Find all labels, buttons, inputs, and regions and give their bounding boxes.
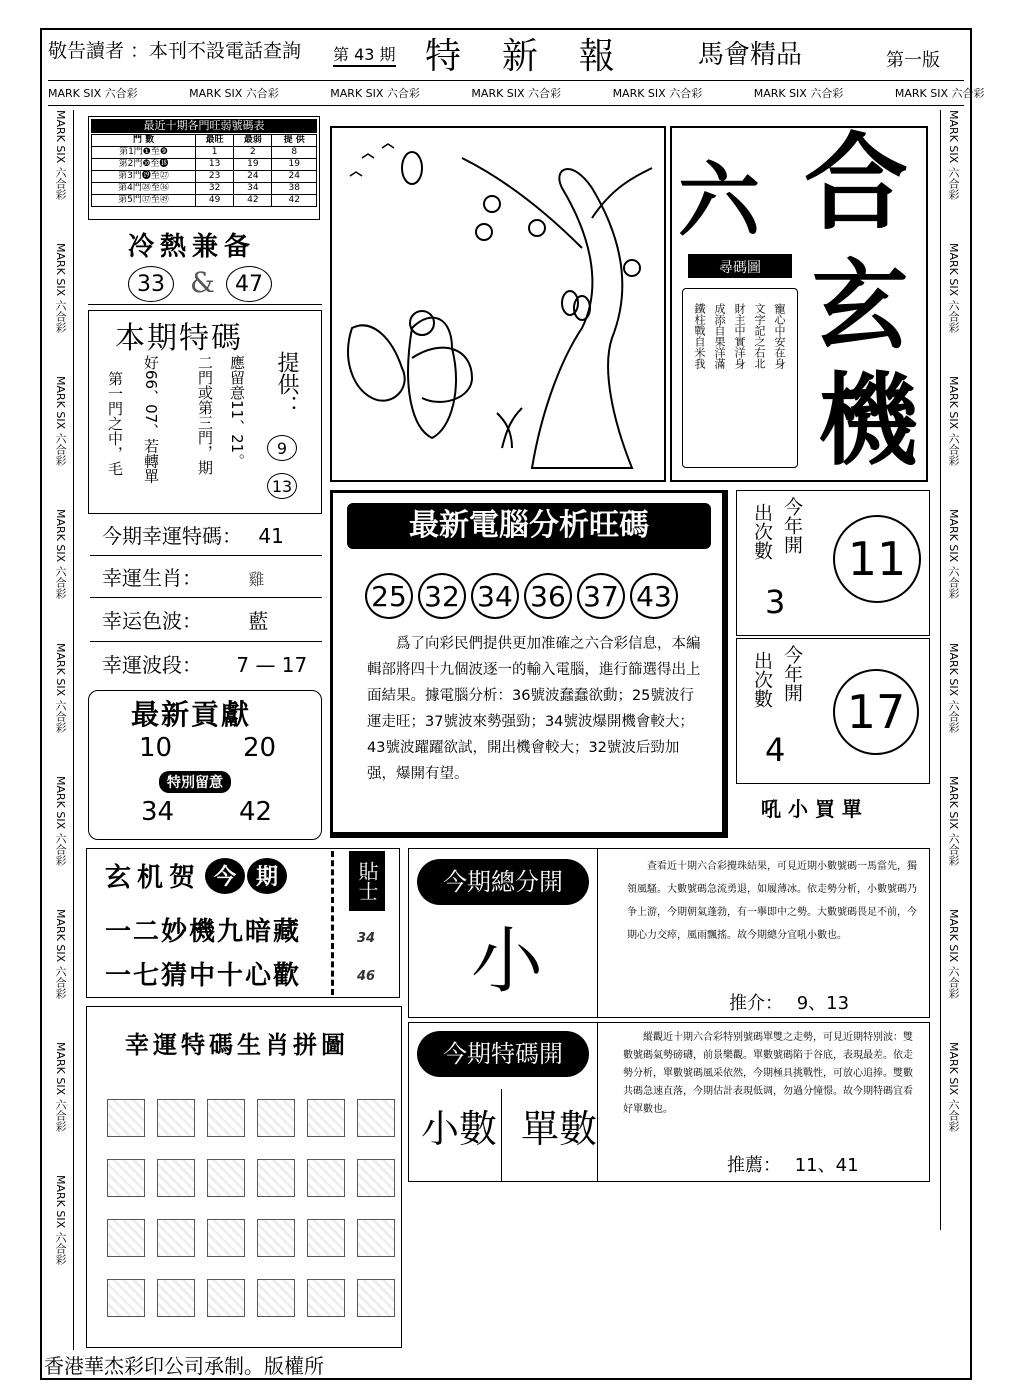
lucky-color-value: 藍 <box>248 609 269 633</box>
strip-item: MARK SIX 六合彩 <box>753 87 844 100</box>
special-open-text: 縱觀近十期六合彩特别號碼單雙之走勢，可見近期特別波：雙數號碼氣勢磅礴，前景樂觀。單數號碼陷于谷底，表現最差。依走勢分析，單數號碼風采依然，今期極具挑戰性，可放心追捧。雙數共碼急速直落，今期估計表現低调，勿過分憧憬。故今期特碼宜看好單數也。 <box>623 1032 913 1115</box>
puzzle-grid <box>101 1095 401 1325</box>
table-cell: 19 <box>234 159 272 171</box>
page-subtitle: 馬會精品 <box>698 40 803 70</box>
lucky-range-row <box>90 644 322 686</box>
total-open-recommend <box>729 989 849 1015</box>
puzzle-tile <box>257 1279 295 1317</box>
special-code-col: 好66、07、若轉單 <box>142 355 160 484</box>
lucky-range-label: 幸運波段： <box>102 653 202 677</box>
poem-line: 文字記之右北 <box>753 303 766 369</box>
strip-item: MARK SIX 六合彩 <box>471 87 562 100</box>
recommend-value: 11、41 <box>794 1155 859 1176</box>
liuhe-box <box>670 121 928 482</box>
lucky-zodiac-label: 幸運生肖： <box>102 566 202 590</box>
computer-number: 36 <box>524 573 572 619</box>
lucky-color-row <box>90 600 322 642</box>
count-label-b: 今年開 <box>781 645 803 702</box>
table-cell: 13 <box>196 159 234 171</box>
puzzle-tile <box>107 1159 145 1197</box>
table-cell: 19 <box>272 159 317 171</box>
provided-number-1: 9 <box>267 435 297 461</box>
table-cell: 8 <box>272 147 317 159</box>
table-cell: 34 <box>234 183 272 195</box>
table-cell: 24 <box>234 171 272 183</box>
poem-line: 鐵柱戰自米我 <box>693 303 706 369</box>
table-cell: 42 <box>272 195 317 207</box>
strip-item: MARK SIX 六合彩 <box>54 1041 67 1132</box>
tip-number-1: 34 <box>357 931 376 946</box>
puzzle-tile <box>357 1279 395 1317</box>
count-box-2 <box>736 638 930 784</box>
xuanji-line-2: 一七猜中十心歡 <box>105 961 302 991</box>
count-number: 17 <box>833 669 919 755</box>
strip-item: MARK SIX 六合彩 <box>48 87 138 100</box>
big-char-he: 合 <box>804 121 909 244</box>
count-times: 4 <box>765 731 786 769</box>
special-code-box <box>88 310 322 514</box>
total-open-title: 今期總分開 <box>417 859 589 905</box>
puzzle-tile <box>157 1219 195 1257</box>
notice-text: 敬告讀者 ：本刊不設電話查詢 <box>48 40 302 62</box>
lucky-zodiac-row <box>90 558 322 598</box>
issue-number: 第 43 期 <box>333 42 396 67</box>
strip-item: MARK SIX 六合彩 <box>947 1041 960 1132</box>
table-cell: 38 <box>272 183 317 195</box>
computer-number: 34 <box>471 573 519 619</box>
count-label-b: 今年開 <box>781 497 803 554</box>
total-open-text: 查看近十期六合彩攪珠結果，可見近期小數號碼一馬當先，獨領風騷。大數號碼急流勇退，如履薄冰。依走勢分析，小數號碼乃争上游，今期朝氣蓬勃，有一擧即中之勢。大數號碼畏足不前，今期心力交瘁，風雨飄搖。故今期總分宜吼小數也。 <box>627 861 917 941</box>
poem-scroll <box>682 288 798 468</box>
hot-cold-amp: & <box>190 266 215 299</box>
count-times: 3 <box>765 583 786 621</box>
table-cell: 第3門⓳至㉗ <box>92 171 196 183</box>
divider <box>88 304 322 305</box>
puzzle-tile <box>307 1279 345 1317</box>
special-open-value-2: 單數 <box>521 1107 598 1151</box>
contribution-number-c: 34 <box>141 797 175 827</box>
lucky-special-label: 今期幸運特碼： <box>102 524 242 548</box>
hot-number-1: 33 <box>128 266 174 302</box>
table-cell: 第1門❶至❾ <box>92 147 196 159</box>
count-number: 11 <box>833 515 921 603</box>
count-label-a: 出次數 <box>751 503 773 560</box>
count-label-a: 出次數 <box>751 651 773 708</box>
xuanji-title-a: 玄机贺 <box>105 863 202 893</box>
computer-numbers <box>365 573 678 619</box>
strip-item: MARK SIX 六合彩 <box>947 376 960 466</box>
special-open-title: 今期特碼開 <box>417 1031 589 1077</box>
strip-item: MARK SIX 六合彩 <box>947 775 960 866</box>
table-row <box>92 159 317 171</box>
table-header: 最弱 <box>234 135 272 147</box>
right-border-strip <box>940 110 966 1230</box>
table-header-row <box>92 135 317 147</box>
total-open-box <box>408 797 930 1018</box>
puzzle-tile <box>357 1159 395 1197</box>
stamp-label: 尋碼圖 <box>688 254 792 278</box>
puzzle-tile <box>107 1099 145 1137</box>
special-code-col: 二門或第三門，期 <box>196 355 214 475</box>
big-char-ji: 機 <box>818 361 918 479</box>
table-header: 提 供 <box>272 135 317 147</box>
strip-item: MARK SIX 六合彩 <box>947 642 960 733</box>
puzzle-tile <box>257 1219 295 1257</box>
strip-item: MARK SIX 六合彩 <box>947 509 960 600</box>
strip-item: MARK SIX 六合彩 <box>54 509 67 600</box>
puzzle-box <box>86 1006 402 1348</box>
provided-number-2: 13 <box>267 473 297 499</box>
xuanji-title-b: 今 <box>205 858 245 894</box>
puzzle-tile <box>307 1219 345 1257</box>
table-cell: 2 <box>234 147 272 159</box>
illustration-box <box>330 126 666 482</box>
table-header: 門 數 <box>92 135 196 147</box>
hot-cold-table <box>91 134 317 207</box>
contribution-note: 特別留意 <box>159 771 231 793</box>
dashed-divider <box>331 851 334 995</box>
table-header: 最旺 <box>196 135 234 147</box>
lucky-special-row <box>90 516 322 556</box>
lucky-range-value: 7 — 17 <box>236 653 308 677</box>
strip-item: MARK SIX 六合彩 <box>54 376 67 466</box>
strip-item: MARK SIX 六合彩 <box>947 110 960 200</box>
contribution-title: 最新貢獻 <box>131 698 252 731</box>
puzzle-tile <box>207 1279 245 1317</box>
lucky-zodiac-value: 雞 <box>248 570 265 589</box>
strip-item: MARK SIX 六合彩 <box>54 1175 67 1265</box>
strip-item: MARK SIX 六合彩 <box>54 243 67 333</box>
total-open-value: 小 <box>471 919 544 1003</box>
special-open-divider <box>597 1023 598 1181</box>
strip-item: MARK SIX 六合彩 <box>189 87 279 100</box>
computer-number: 37 <box>577 573 625 619</box>
poem-line: 寵心中安在身 <box>773 303 786 369</box>
recommend-value: 9、13 <box>796 993 850 1014</box>
left-border-strip <box>48 110 74 1350</box>
table-row <box>92 147 317 159</box>
puzzle-tile <box>157 1159 195 1197</box>
xuanji-line-1: 一二妙機九暗藏 <box>105 917 302 947</box>
computer-text: 爲了向彩民們提供更加准確之六合彩信息，本編輯部將四十九個波逐一的輸入電腦，進行篩選得出上面結果。據電腦分析：36號波蠢蠢欲動；25號波行運走旺；37號波來勢强勁；34號波爆開機會較大；43號波躍躍欲試，開出機會較大；32號波后勁加强，爆開有望。 <box>367 636 701 782</box>
table-cell: 32 <box>196 183 234 195</box>
strip-item: MARK SIX 六合彩 <box>612 87 703 100</box>
recommend-label: 推薦： <box>727 1155 781 1176</box>
puzzle-tile <box>307 1099 345 1137</box>
special-open-recommend <box>727 1151 859 1177</box>
hot-cold-table-box <box>88 116 320 220</box>
total-open-head: 吼 小 買 單 <box>761 797 862 821</box>
strip-item: MARK SIX 六合彩 <box>894 87 985 100</box>
puzzle-tile <box>157 1279 195 1317</box>
strip-item: MARK SIX 六合彩 <box>947 243 960 333</box>
contribution-number-d: 42 <box>239 797 273 827</box>
top-border-strip <box>48 80 985 106</box>
special-code-col: 第一門之中，毛 <box>106 371 124 476</box>
big-char-liu: 六 <box>678 153 761 249</box>
count-box-1 <box>736 490 930 636</box>
puzzle-tile <box>257 1099 295 1137</box>
puzzle-tile <box>107 1279 145 1317</box>
table-cell: 49 <box>196 195 234 207</box>
strip-item: MARK SIX 六合彩 <box>54 110 67 200</box>
computer-analysis-box <box>330 490 728 838</box>
strip-item: MARK SIX 六合彩 <box>54 642 67 733</box>
hot-cold-title: 冷熱兼备 <box>128 232 257 262</box>
computer-number: 25 <box>365 573 413 619</box>
poem-line: 財主中實洋身 <box>733 303 746 369</box>
big-char-xuan: 玄 <box>812 249 908 362</box>
computer-number: 32 <box>418 573 466 619</box>
strip-item: MARK SIX 六合彩 <box>947 908 960 999</box>
contribution-number-b: 20 <box>243 733 277 763</box>
tip-number-2: 46 <box>357 969 376 984</box>
table-row <box>92 183 317 195</box>
puzzle-tile <box>207 1159 245 1197</box>
contribution-number-a: 10 <box>139 733 173 763</box>
footer-text: 香港華杰彩印公司承制。版權所 <box>44 1354 324 1378</box>
poem-line: 成添自果洋滿 <box>713 303 726 369</box>
table-cell: 第4門㉘至㊱ <box>92 183 196 195</box>
provided-label: 提供： <box>274 351 299 417</box>
puzzle-tile <box>207 1219 245 1257</box>
table-cell: 24 <box>272 171 317 183</box>
tip-label: 貼士 <box>349 851 385 911</box>
puzzle-tile <box>157 1099 195 1137</box>
page-title: 特 新 報 <box>425 36 621 77</box>
puzzle-tile <box>207 1099 245 1137</box>
contribution-box <box>88 690 322 840</box>
total-open-divider <box>597 849 598 1017</box>
strip-item: MARK SIX 六合彩 <box>330 87 420 100</box>
table-cell: 23 <box>196 171 234 183</box>
moon-and-tree-illustration <box>332 128 664 480</box>
table-title: 最近十期各門旺弱號碼表 <box>91 119 317 133</box>
strip-item: MARK SIX 六合彩 <box>54 775 67 866</box>
strip-item: MARK SIX 六合彩 <box>54 908 67 999</box>
puzzle-tile <box>307 1159 345 1197</box>
table-row <box>92 171 317 183</box>
table-cell: 第2門❿至⓲ <box>92 159 196 171</box>
special-code-col: 應留意11、21。 <box>228 355 246 469</box>
hot-number-2: 47 <box>226 266 272 302</box>
table-cell: 1 <box>196 147 234 159</box>
table-cell: 42 <box>234 195 272 207</box>
xuanji-box <box>86 848 400 998</box>
computer-title: 最新電腦分析旺碼 <box>347 503 711 549</box>
puzzle-tile <box>357 1219 395 1257</box>
recommend-label: 推介： <box>729 993 783 1014</box>
special-code-title: 本期特碼 <box>115 321 243 356</box>
edition-label: 第一版 <box>886 50 940 71</box>
puzzle-title: 幸運特碼生肖拼圖 <box>125 1030 349 1059</box>
table-cell: 第5門㊲至㊾ <box>92 195 196 207</box>
lucky-color-label: 幸运色波： <box>102 609 202 633</box>
special-open-box <box>408 1022 930 1182</box>
xuanji-title-c: 期 <box>247 858 287 894</box>
xuanji-title <box>105 857 287 894</box>
puzzle-tile <box>357 1099 395 1137</box>
special-open-split <box>501 1089 502 1181</box>
table-row <box>92 195 317 207</box>
special-open-value-1: 小數 <box>421 1107 498 1151</box>
puzzle-tile <box>257 1159 295 1197</box>
computer-number: 43 <box>630 573 678 619</box>
puzzle-tile <box>107 1219 145 1257</box>
lucky-special-value: 41 <box>258 524 284 548</box>
